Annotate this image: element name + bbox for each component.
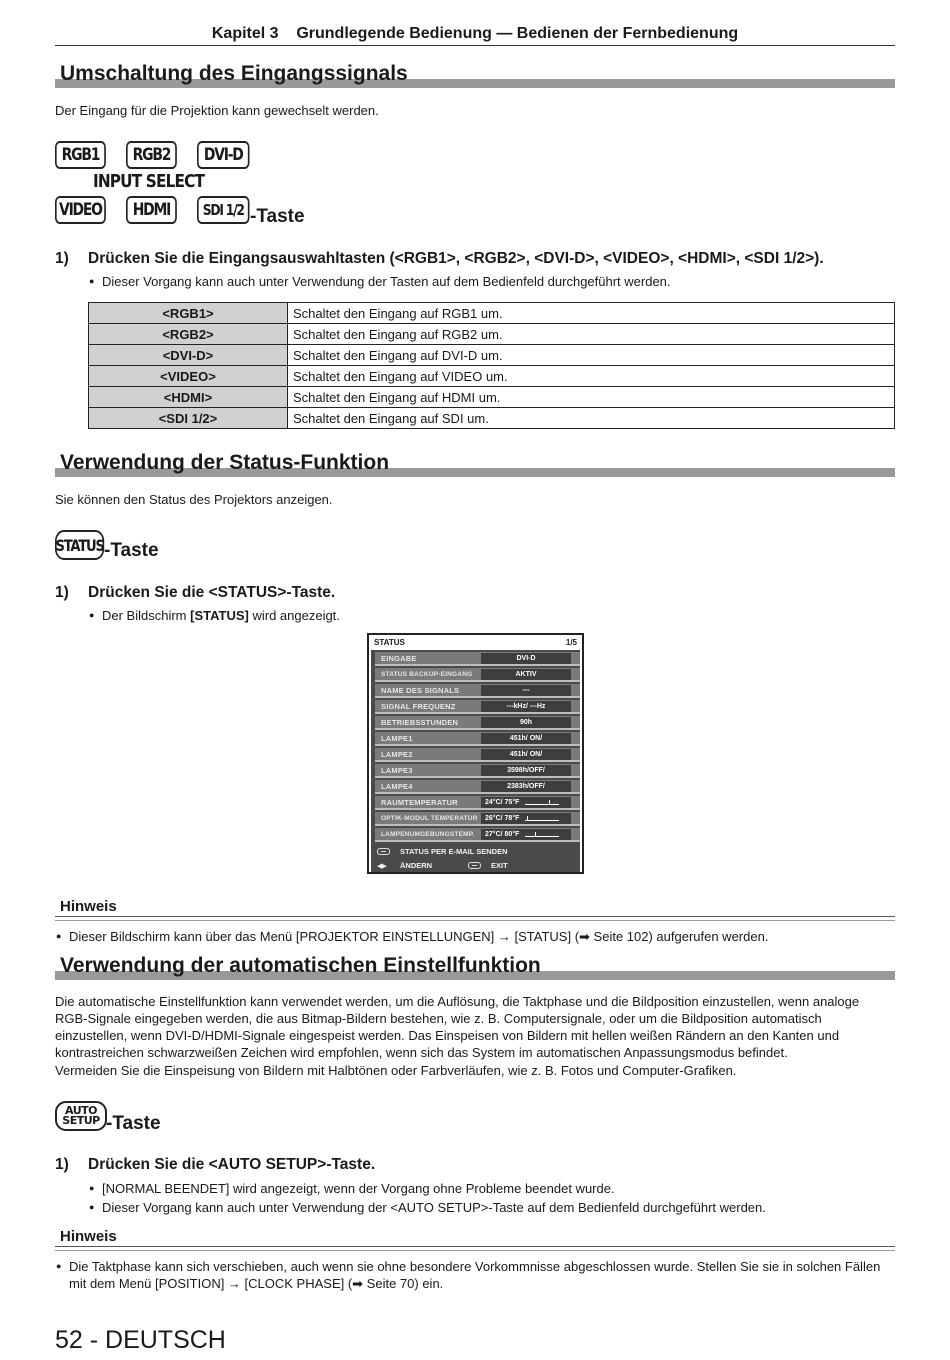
- osd-value: DVI-D: [481, 653, 571, 664]
- left-right-arrows-icon: ◀▶: [377, 862, 386, 870]
- table-key-cell: <HDMI>: [89, 387, 288, 408]
- table-key-cell: <RGB2>: [89, 324, 288, 345]
- osd-temp: 26°C/ 78°F: [485, 815, 520, 822]
- note-title: Hinweis: [60, 1228, 117, 1245]
- table-key-cell: <VIDEO>: [89, 366, 288, 387]
- osd-row: [375, 796, 580, 810]
- temp-gauge: [525, 804, 559, 805]
- gauge-tick: [527, 816, 528, 821]
- bullet: ● Dieser Vorgang kann auch unter Verwendung der <AUTO SETUP>-Taste auf dem Bedienfeld durchgeführt werden.: [102, 1199, 766, 1216]
- section-intro: Der Eingang für die Projektion kann gewechselt werden.: [55, 103, 379, 118]
- taste-suffix: -Taste: [106, 1113, 161, 1134]
- osd-row: [375, 764, 580, 778]
- table-desc-cell: Schaltet den Eingang auf SDI um.: [288, 408, 895, 429]
- key-line: AUTO: [65, 1104, 97, 1117]
- table-row: [89, 387, 895, 408]
- osd-title: STATUS: [374, 638, 405, 647]
- section-title-input-switch: Umschaltung des Eingangssignals: [60, 62, 408, 85]
- step-1: [55, 250, 824, 268]
- osd-row: [375, 828, 580, 842]
- temp-gauge: [525, 836, 559, 837]
- osd-value: ---kHz/ ---Hz: [481, 701, 571, 712]
- osd-value: 451h/ ON/: [481, 749, 571, 760]
- osd-label: LAMPENUMGEBUNGSTEMP.: [381, 831, 475, 838]
- osd-label: LAMPE1: [381, 734, 413, 743]
- note-bullet: ● Dieser Bildschirm kann über das Menü [PROJEKTOR EINSTELLUNGEN] → [STATUS] (➡ Seite 102) aufgerufen werden.: [69, 928, 889, 945]
- bullet-text: wird angezeigt.: [248, 608, 340, 623]
- table-row: [89, 408, 895, 429]
- step-text: Drücken Sie die <STATUS>-Taste.: [88, 584, 336, 601]
- step-text: Drücken Sie die <AUTO SETUP>-Taste.: [88, 1156, 376, 1173]
- bullet: [102, 607, 340, 624]
- osd-value: 2383h/OFF/: [481, 781, 571, 792]
- table-desc-cell: Schaltet den Eingang auf RGB2 um.: [288, 324, 895, 345]
- table-key-cell: <SDI 1/2>: [89, 408, 288, 429]
- osd-row: [375, 716, 580, 730]
- step-1: [55, 1156, 375, 1174]
- note-rule: [55, 1246, 895, 1247]
- osd-value: [481, 797, 571, 808]
- menu-button-icon: [377, 848, 390, 855]
- osd-label: BETRIEBSSTUNDEN: [381, 718, 459, 727]
- dvid-key-icon: DVI-D: [197, 141, 249, 169]
- osd-header: [374, 638, 577, 647]
- osd-email-text: STATUS PER E-MAIL SENDEN: [400, 847, 508, 856]
- osd-label: LAMPE3: [381, 766, 413, 775]
- taste-suffix: -Taste: [104, 540, 159, 561]
- osd-row: [375, 684, 580, 698]
- gauge-tick: [549, 800, 550, 805]
- osd-value: ---: [481, 685, 571, 696]
- gauge-tick: [535, 832, 536, 837]
- step-1: [55, 584, 335, 602]
- temp-gauge: [525, 820, 559, 821]
- input-select-label: INPUT SELECT: [93, 171, 205, 192]
- section-intro: Sie können den Status des Projektors anzeigen.: [55, 492, 333, 507]
- osd-label: LAMPE4: [381, 782, 413, 791]
- osd-row: [375, 652, 580, 666]
- step-number: 1): [55, 1156, 69, 1173]
- section-paragraph: Vermeiden Sie die Einspeisung von Bildern mit Halbtönen oder Farbverläufen, wie z. B. Fotos und Computer-Grafiken.: [55, 1063, 737, 1078]
- input-table: [88, 302, 895, 429]
- table-row: [89, 366, 895, 387]
- note-title: Hinweis: [60, 898, 117, 915]
- osd-page: 1/5: [565, 638, 577, 647]
- note-rule: [55, 1250, 895, 1251]
- osd-row: [375, 780, 580, 794]
- table-key-cell: <RGB1>: [89, 303, 288, 324]
- note-rule: [55, 916, 895, 917]
- table-row: [89, 345, 895, 366]
- osd-temp: 27°C/ 80°F: [485, 831, 520, 838]
- osd-footer-email: [377, 847, 508, 856]
- page-number: 52 - DEUTSCH: [55, 1326, 226, 1354]
- bullet: ● [NORMAL BEENDET] wird angezeigt, wenn der Vorgang ohne Probleme beendet wurde.: [102, 1180, 615, 1197]
- osd-label: LAMPE2: [381, 750, 413, 759]
- taste-suffix: -Taste: [250, 206, 305, 227]
- osd-row: [375, 732, 580, 746]
- header-rule: [55, 45, 895, 46]
- menu-button-icon: [468, 862, 481, 869]
- osd-row: [375, 700, 580, 714]
- section-title-auto-setup: Verwendung der automatischen Einstellfunktion: [60, 954, 541, 977]
- osd-row: [375, 812, 580, 826]
- rgb2-key-icon: RGB2: [126, 141, 177, 169]
- osd-value: AKTIV: [481, 669, 571, 680]
- bullet-bold: [STATUS]: [190, 608, 249, 623]
- note-rule: [55, 920, 895, 921]
- osd-label: NAME DES SIGNALS: [381, 686, 460, 695]
- status-screen: [367, 633, 584, 874]
- table-desc-cell: Schaltet den Eingang auf HDMI um.: [288, 387, 895, 408]
- note-bullet: ● Die Taktphase kann sich verschieben, auch wenn sie ohne besondere Vorkommnisse abgeschlossen wurde. Stellen Sie sie in solchen Fällen mit dem Menü [POSITION] → [CLOCK PHASE] (➡ Seite 70) ein.: [69, 1258, 889, 1292]
- status-key-icon: STATUS: [55, 530, 104, 560]
- auto-setup-key-icon: [55, 1101, 107, 1131]
- osd-value: [481, 813, 571, 824]
- rgb1-key-icon: RGB1: [55, 141, 106, 169]
- osd-label: STATUS BACKUP-EINGANG: [381, 671, 473, 678]
- osd-change-text: ÄNDERN: [400, 861, 433, 870]
- bullet: ● Dieser Vorgang kann auch unter Verwendung der Tasten auf dem Bedienfeld durchgeführt werden.: [102, 273, 671, 290]
- osd-value: 451h/ ON/: [481, 733, 571, 744]
- step-text: Drücken Sie die Eingangsauswahltasten (<RGB1>, <RGB2>, <DVI-D>, <VIDEO>, <HDMI>, <SDI 1/2>).: [88, 250, 824, 267]
- osd-value: 3598h/OFF/: [481, 765, 571, 776]
- table-desc-cell: Schaltet den Eingang auf RGB1 um.: [288, 303, 895, 324]
- table-row: [89, 324, 895, 345]
- table-desc-cell: Schaltet den Eingang auf VIDEO um.: [288, 366, 895, 387]
- osd-body: [371, 650, 580, 872]
- chapter-header: Kapitel 3 Grundlegende Bedienung — Bedienen der Fernbedienung: [211, 25, 739, 42]
- section-title-status: Verwendung der Status-Funktion: [60, 451, 390, 474]
- osd-temp: 24°C/ 75°F: [485, 799, 520, 806]
- osd-label: OPTIK-MODUL TEMPERATUR: [381, 815, 478, 822]
- video-key-icon: VIDEO: [55, 196, 106, 224]
- table-desc-cell: Schaltet den Eingang auf DVI-D um.: [288, 345, 895, 366]
- sdi-key-icon: SDI 1/2: [197, 196, 249, 224]
- table-row: [89, 303, 895, 324]
- table-key-cell: <DVI-D>: [89, 345, 288, 366]
- bullet-text: Der Bildschirm: [102, 608, 191, 623]
- key-line: SETUP: [62, 1114, 100, 1127]
- step-number: 1): [55, 250, 69, 267]
- step-number: 1): [55, 584, 69, 601]
- osd-label: RAUMTEMPERATUR: [381, 798, 458, 807]
- osd-value: [481, 829, 571, 840]
- osd-value: 90h: [481, 717, 571, 728]
- osd-label: SIGNAL FREQUENZ: [381, 702, 456, 711]
- osd-row: [375, 748, 580, 762]
- hdmi-key-icon: HDMI: [126, 196, 177, 224]
- osd-footer-nav: [377, 861, 508, 870]
- section-paragraph: Die automatische Einstellfunktion kann verwendet werden, um die Auflösung, die Taktphase und die Bildposition einzustellen, wenn analoge RGB-Signale eingegeben werden, die aus Bitmap-Bildern bestehen, wie z. B. Computersignale, oder um die Bildposition automatisch einzustellen, wenn DVI-D/HDMI-Signale eingespeist werden. Das Einspeisen von Bildern mit hellen weißen Rändern an den Kanten und kontrastreichen schwarzweißen Zeichen wird empfohlen, wenn sich das System im automatischen Anpassungsmodus befindet.: [55, 994, 860, 1060]
- osd-row: [375, 668, 580, 682]
- osd-exit-text: EXIT: [491, 861, 508, 870]
- osd-label: EINGABE: [381, 654, 417, 663]
